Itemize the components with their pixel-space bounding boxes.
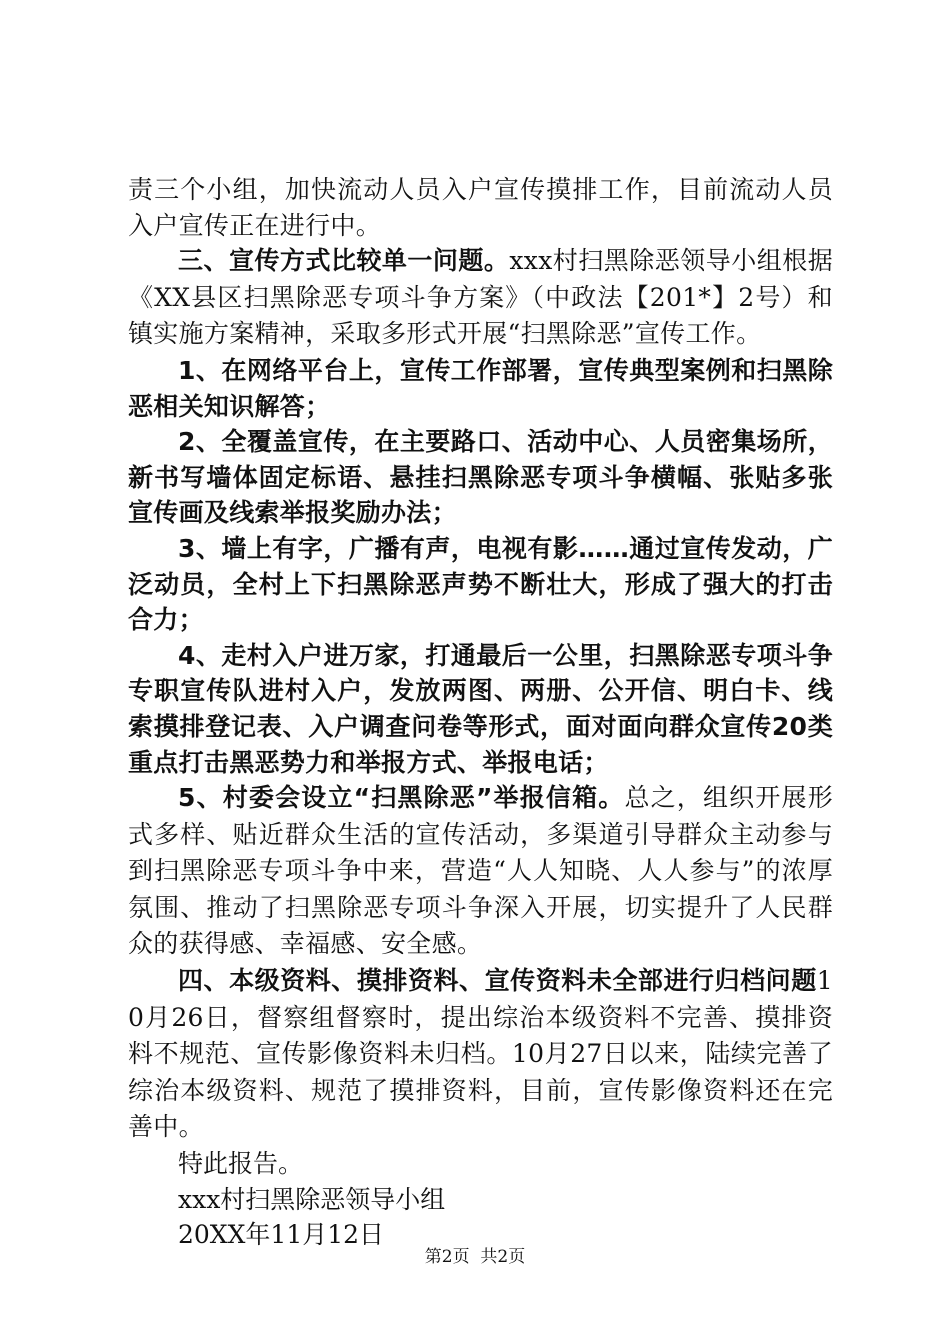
list-item-text: 1、在网络平台上，宣传工作部署，宣传典型案例和扫黑除恶相关知识解答； [128,355,833,421]
paragraph-text: 10月26日，督察组督察时，提出综治本级资料不完善、摸排资料不规范、宣传影像资料未归档。10月27日以来，陆续完善了综治本级资料、规范了摸排资料，目前，宣传影像资料还在完善中。 [128,966,833,1142]
section-heading: 四、本级资料、摸排资料、宣传资料未全部进行归档问题 [178,966,817,996]
section-heading: 三、宣传方式比较单一问题。 [178,246,510,276]
paragraph-text: 责三个小组，加快流动人员入户宣传摸排工作，目前流动人员入户宣传正在进行中。 [128,175,833,240]
list-item-text: 3、墙上有字，广播有声，电视有影……通过宣传发动，广泛动员，全村上下扫黑除恶声势不断壮大，形成了强大的打击合力； [128,533,833,635]
list-item-text: 2、全覆盖宣传，在主要路口、活动中心、人员密集场所，新书写墙体固定标语、悬挂扫黑除恶专项斗争横幅、张贴多张宣传画及线索举报奖励办法； [128,427,833,528]
paragraph-text: xxx村扫黑除恶领导小组根据《XX县区扫黑除恶专项斗争方案》（中政法【201*】2号）和镇实施方案精神，采取多形式开展“扫黑除恶”宣传工作。 [128,246,833,349]
list-item-1 [128,353,833,424]
paragraph-text: 总之，组织开展形式多样、贴近群众生活的宣传活动，多渠道引导群众主动参与到扫黑除恶专项斗争中来，营造“人人知晓、人人参与”的浓厚氛围、推动了扫黑除恶专项斗争深入开展，切实提升了人民群众的获得感、幸福感、安全感。 [128,783,833,959]
section-three-paragraph [128,243,833,353]
document-body [128,172,833,1253]
signatory: xxx村扫黑除恶领导小组 [178,1184,446,1214]
page-footer [0,1242,950,1267]
list-item-text: 4、走村入户进万家，打通最后一公里，扫黑除恶专项斗争专职宣传队进村入户，发放两图、两册、公开信、明白卡、线索摸排登记表、入户调查问卷等形式，面对面向群众宣传20类重点打击黑恶势力和举报方式、举报电话； [128,640,833,777]
section-four-paragraph [128,963,833,1146]
list-item-4 [128,638,833,780]
list-item-2 [128,424,833,531]
paragraph-continuation [128,172,833,243]
list-item-3 [128,531,833,638]
list-item-5 [128,780,833,963]
list-item-heading: 5、村委会设立“扫黑除恶”举报信箱。 [178,783,625,813]
page-number: 第2页 共2页 [424,1247,526,1267]
report-date: 20XX年11月12日 [178,1220,385,1250]
closing-line: 特此报告。 [178,1149,304,1179]
